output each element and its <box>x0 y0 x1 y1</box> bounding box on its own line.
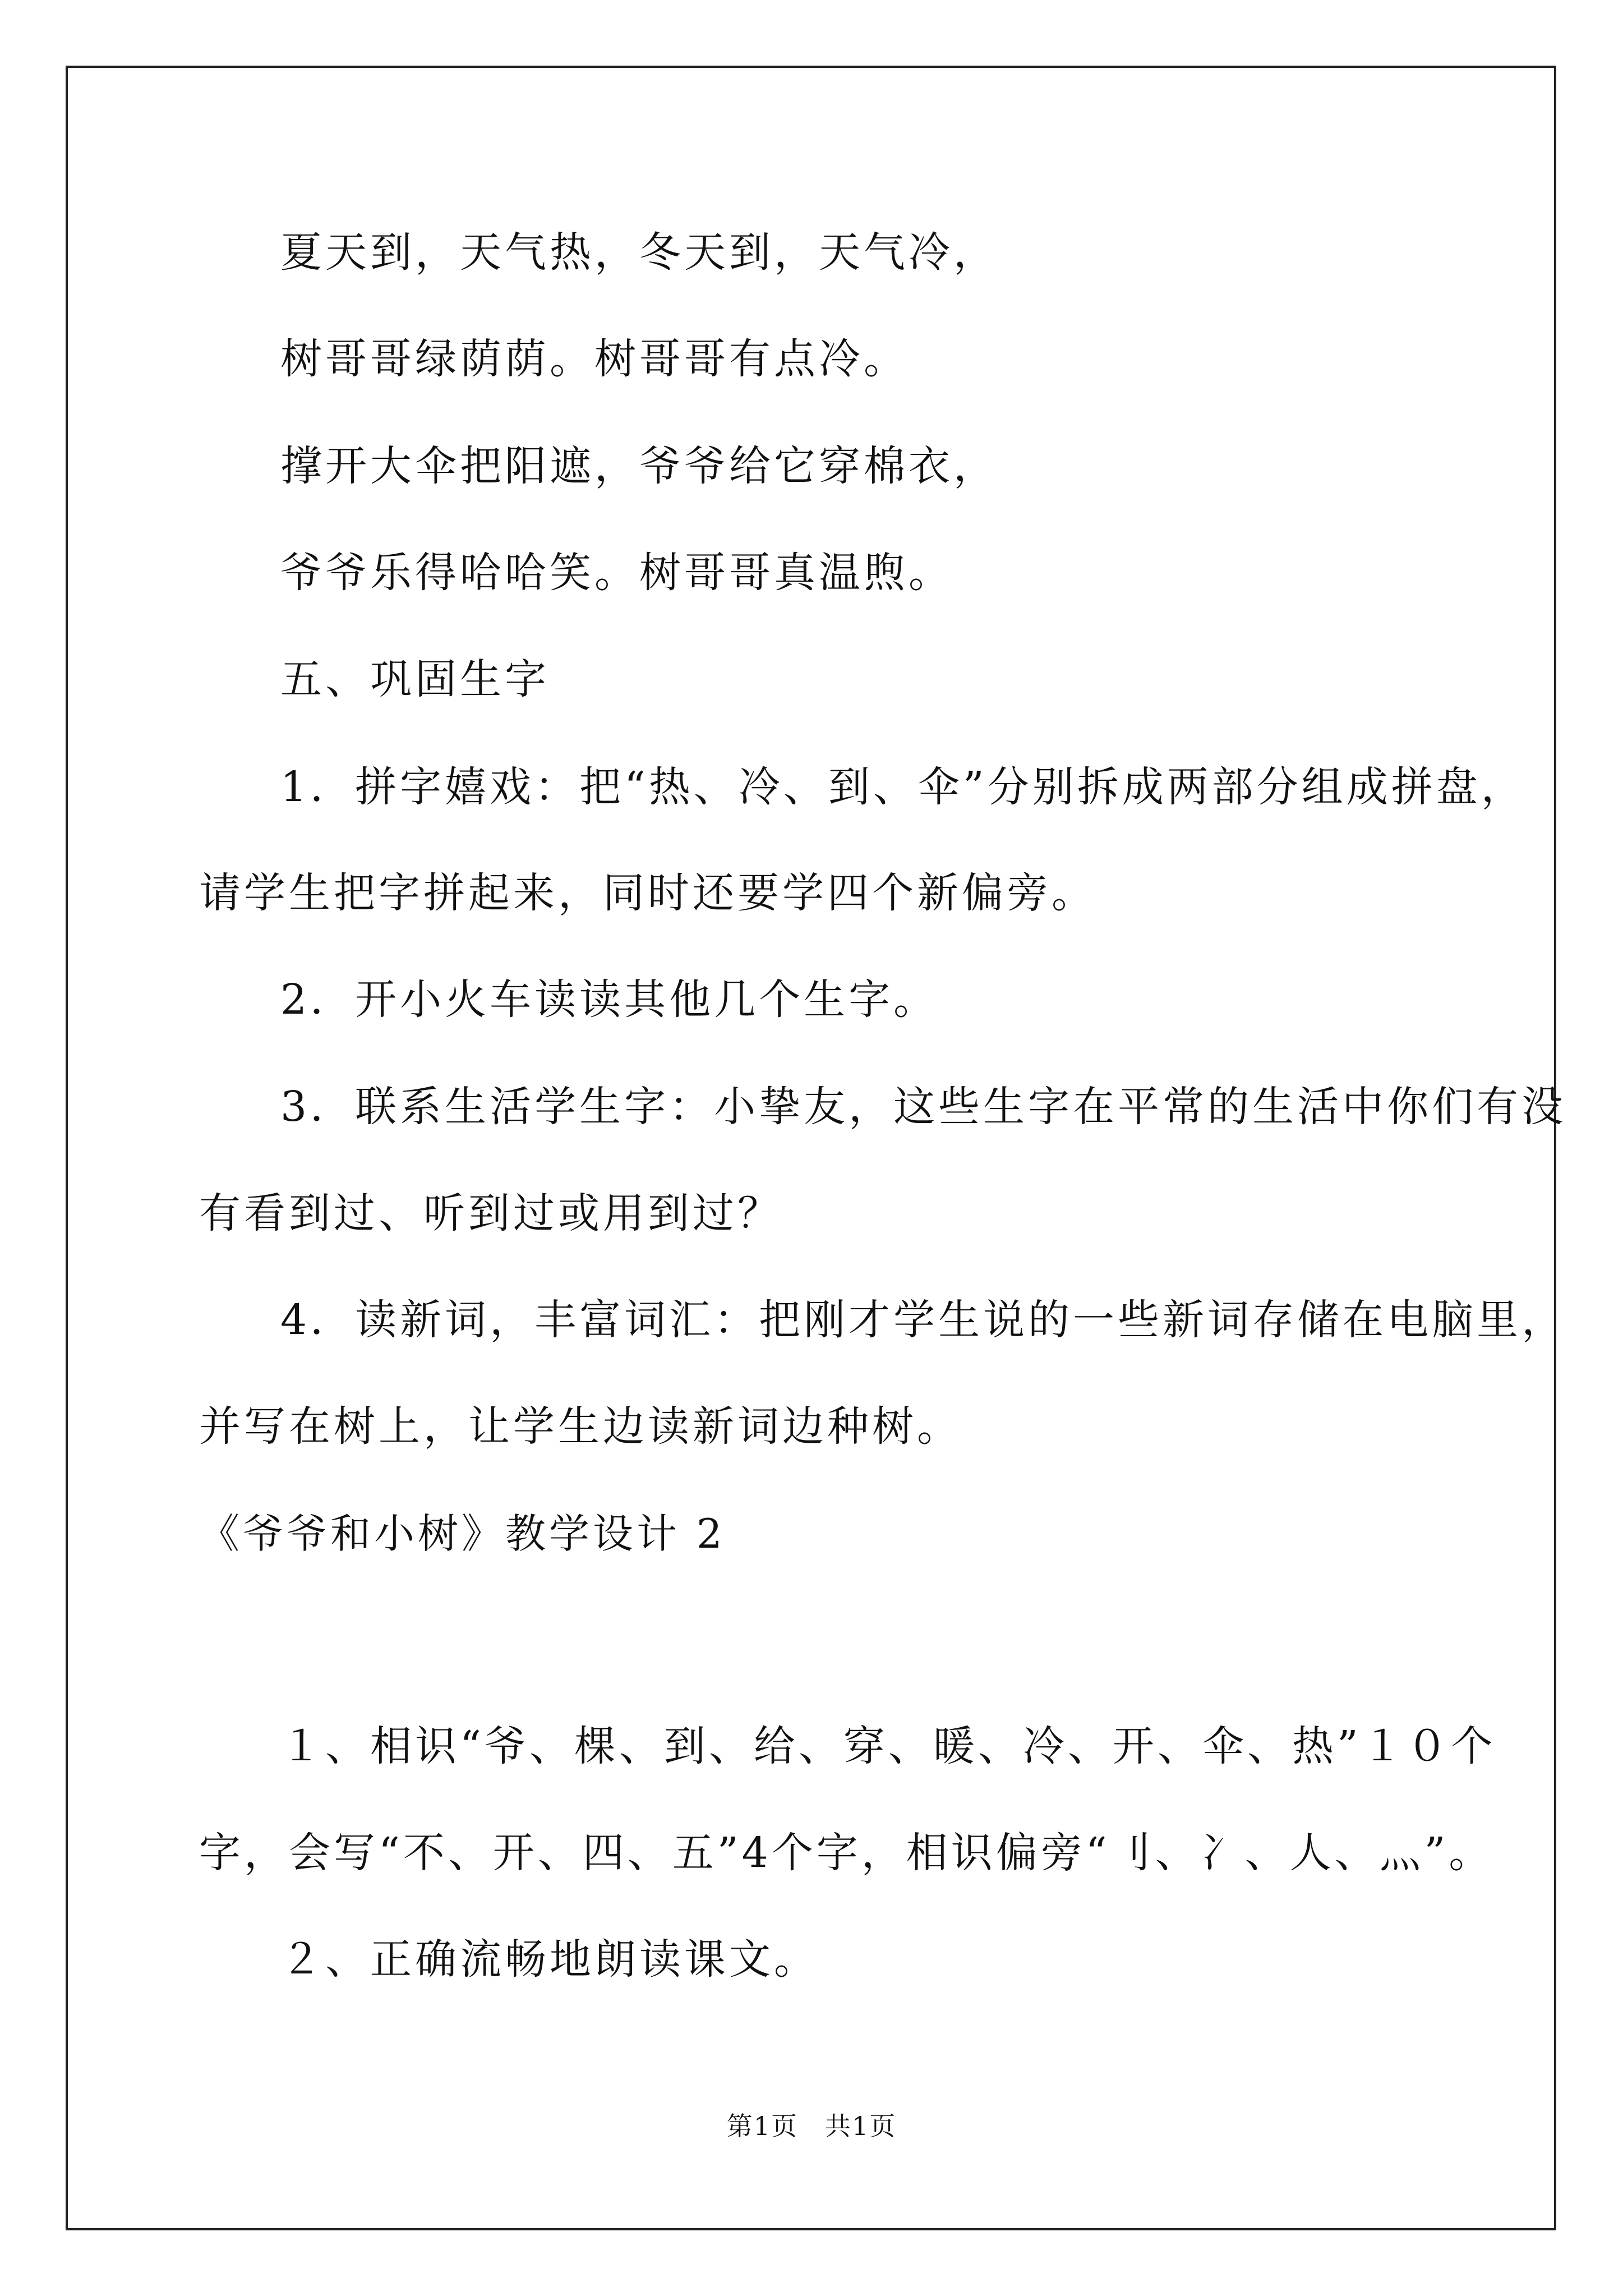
item-1-line-1: 1．拼字嬉戏：把“热、冷、到、伞”分别拆成两部分组成拼盘， <box>280 763 1526 811</box>
objective-1-line-1: １、相识“爷、棵、到、给、穿、暖、冷、开、伞、热”１０个 <box>280 1722 1496 1770</box>
objective-1-line-2: 字，会写“不、开、四、五”4个字，相识偏旁“刂、冫、人、灬”。 <box>199 1829 1494 1877</box>
item-4-line-2: 并写在树上，让学生边读新词边种树。 <box>199 1402 962 1451</box>
page-border <box>66 66 1556 2230</box>
section-heading-2: 《爷爷和小树》教学设计 2 <box>199 1510 726 1557</box>
page-number-footer: 第1页 共1页 <box>726 2111 897 2141</box>
item-1-line-2: 请学生把字拼起来，同时还要学四个新偏旁。 <box>199 869 1096 917</box>
objective-2-line-1: ２、正确流畅地朗读课文。 <box>280 1935 819 1984</box>
poem-line-2: 树哥哥绿荫荫。树哥哥有点冷。 <box>280 335 909 383</box>
section-title: 五、巩固生字 <box>280 655 550 703</box>
item-4-line-1: 4．读新词，丰富词汇：把刚才学生说的一些新词存储在电脑里， <box>280 1296 1567 1344</box>
item-3-line-2: 有看到过、听到过或用到过？ <box>199 1189 782 1237</box>
poem-line-3: 撑开大伞把阳遮，爷爷给它穿棉衣， <box>280 442 998 490</box>
poem-line-1: 夏天到，天气热，冬天到，天气冷， <box>280 228 998 277</box>
item-3-line-1: 3．联系生活学生字：小挚友，这些生字在平常的生活中你们有没 <box>280 1083 1567 1131</box>
poem-line-4: 爷爷乐得哈哈笑。树哥哥真温煦。 <box>280 549 953 597</box>
item-2-line-1: 2．开小火车读读其他几个生字。 <box>280 976 939 1024</box>
